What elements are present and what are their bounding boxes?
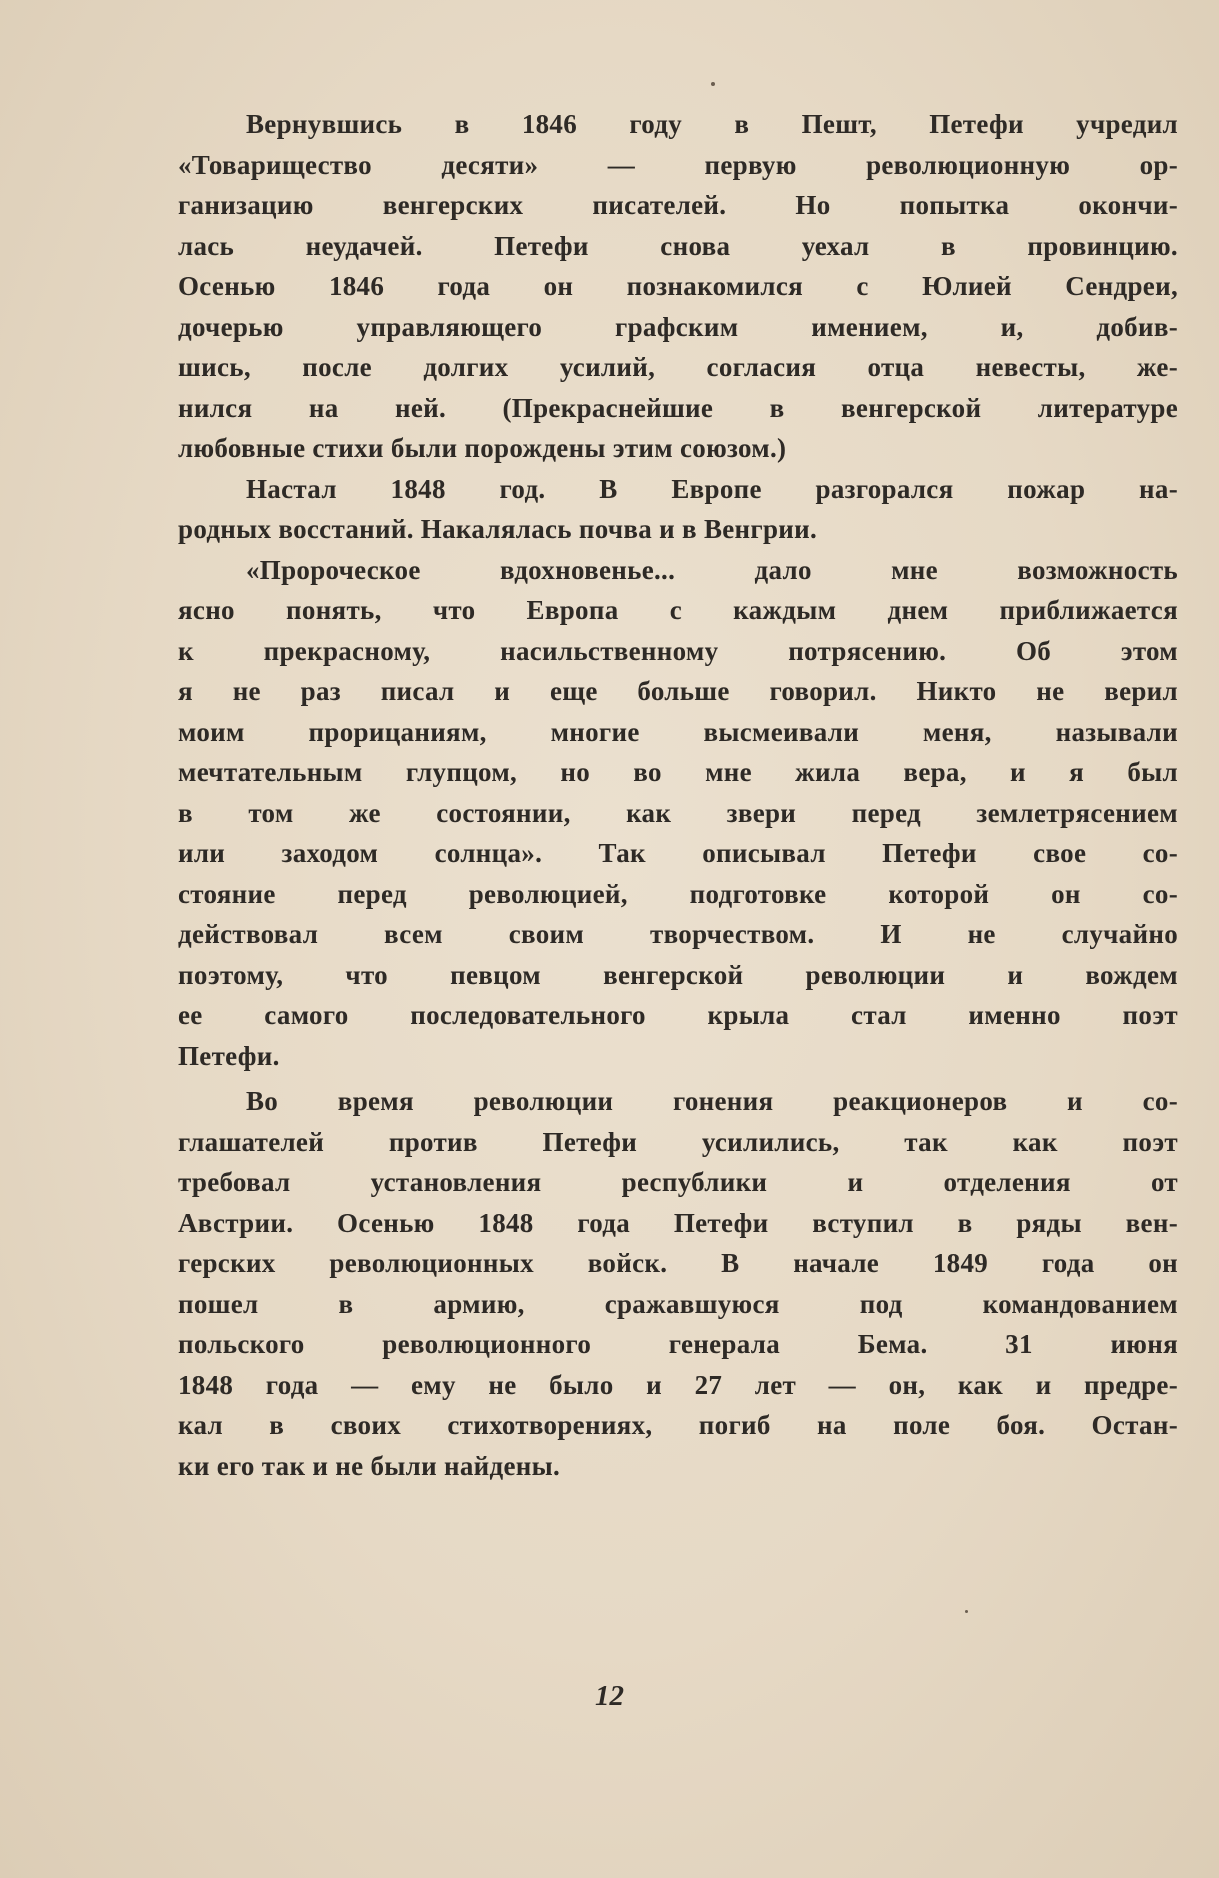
paragraph — [178, 104, 1178, 469]
print-speck — [711, 82, 715, 86]
text-line: моим прорицаниям, многие высмеивали меня, называли — [178, 716, 1178, 747]
paragraph — [178, 550, 1178, 1077]
text-line: требовал установления республики и отделения от — [178, 1167, 1178, 1197]
text-line: Во время революции гонения реакционеров и со- — [246, 1086, 1178, 1116]
text-line: «Пророческое вдохновенье... дало мне возможность — [246, 554, 1178, 585]
text-line: «Товарищество десяти» — первую революционную ор- — [178, 149, 1178, 180]
text-line: 1848 года — ему не было и 27 лет — он, как и предре- — [178, 1369, 1178, 1400]
page-number: 12 — [595, 1680, 624, 1712]
body-text — [178, 104, 1178, 1486]
text-line: ки его так и не были найдены. — [178, 1450, 561, 1481]
text-line: герских революционных войск. В начале 1849 года он — [178, 1248, 1178, 1278]
paragraph — [178, 469, 1178, 550]
text-line: пошел в армию, сражавшуюся под командованием — [178, 1288, 1178, 1319]
text-line: родных восстаний. Накалялась почва и в Венгрии. — [178, 514, 818, 544]
text-line: Осенью 1846 года он познакомился с Юлией Сендреи, — [178, 271, 1178, 301]
text-line: или заходом солнца». Так описывал Петефи свое со- — [178, 838, 1178, 868]
text-line: кал в своих стихотворениях, погиб на поле боя. Остан- — [178, 1410, 1178, 1440]
text-line: Австрии. Осенью 1848 года Петефи вступил в ряды вен- — [178, 1207, 1178, 1238]
text-line: польского революционного генерала Бема. 31 июня — [178, 1329, 1178, 1359]
text-line: нился на ней. (Прекраснейшие в венгерской литературе — [178, 392, 1178, 423]
text-line: любовные стихи были порождены этим союзом.) — [178, 433, 787, 463]
text-line: поэтому, что певцом венгерской революции и вождем — [178, 959, 1178, 990]
text-line: ясно понять, что Европа с каждым днем приближается — [178, 595, 1178, 625]
text-line: ее самого последовательного крыла стал именно поэт — [178, 1000, 1178, 1030]
text-line: к прекрасному, насильственному потрясению. Об этом — [178, 635, 1178, 666]
text-line: глашателей против Петефи усилились, так как поэт — [178, 1126, 1178, 1157]
print-speck — [965, 1610, 968, 1613]
text-line: Петефи. — [178, 1040, 280, 1071]
text-line: ганизацию венгерских писателей. Но попытка окончи- — [178, 190, 1178, 220]
text-line: лась неудачей. Петефи снова уехал в провинцию. — [178, 230, 1178, 261]
text-line: шись, после долгих усилий, согласия отца невесты, же- — [178, 352, 1178, 382]
text-line: мечтательным глупцом, но во мне жила вера, и я был — [178, 757, 1178, 787]
text-line: Настал 1848 год. В Европе разгорался пожар на- — [246, 473, 1178, 504]
text-line: Вернувшись в 1846 году в Пешт, Петефи учредил — [246, 109, 1178, 139]
paragraph — [178, 1081, 1178, 1486]
text-line: действовал всем своим творчеством. И не случайно — [178, 919, 1178, 949]
text-line: я не раз писал и еще больше говорил. Никто не верил — [178, 676, 1178, 706]
text-line: дочерью управляющего графским имением, и, добив- — [178, 311, 1178, 342]
text-line: в том же состоянии, как звери перед землетрясением — [178, 797, 1178, 828]
text-line: стояние перед революцией, подготовке которой он со- — [178, 878, 1178, 909]
